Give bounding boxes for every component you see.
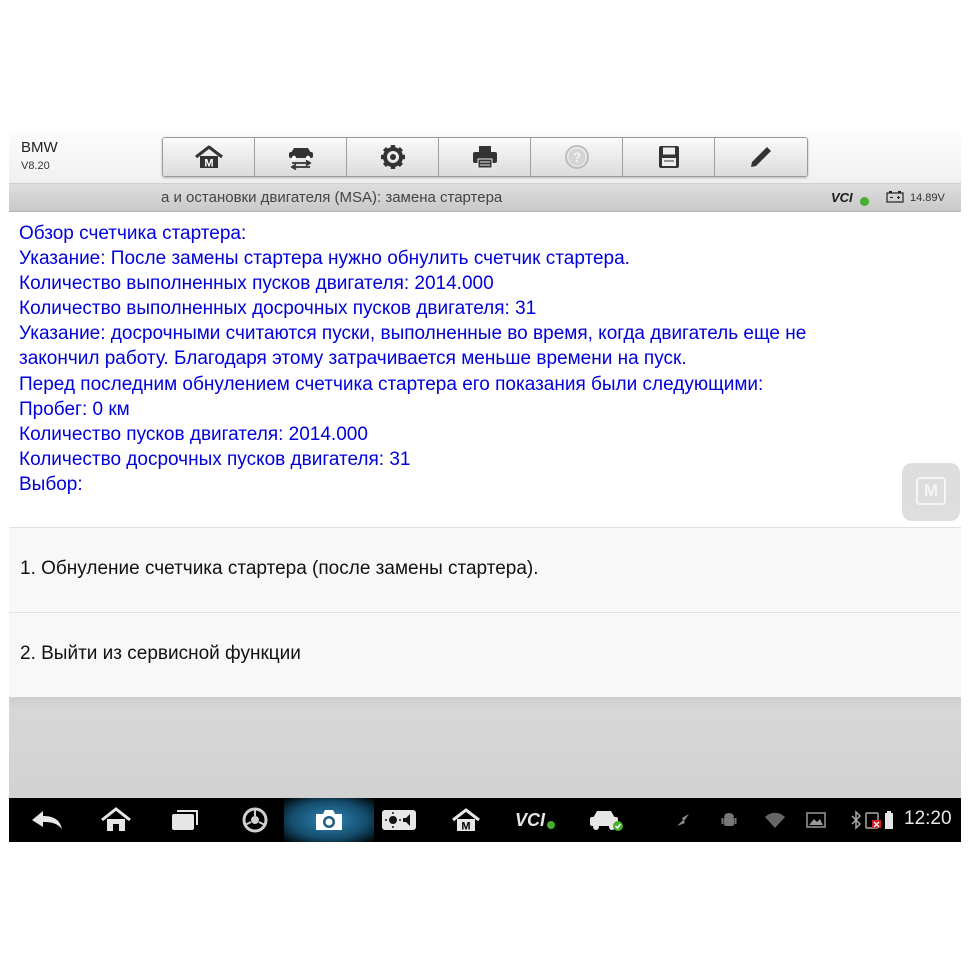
browser-button[interactable] <box>235 798 275 842</box>
android-icon <box>717 798 741 842</box>
vci-nav-label: VCI <box>514 809 545 830</box>
home-m-nav-button[interactable] <box>446 798 486 842</box>
option-label: 1. Обнуление счетчика стартера (после замены стартера). <box>20 558 539 579</box>
vci-nav-button[interactable] <box>509 798 561 842</box>
message-line: Обзор счетчика стартера: <box>19 223 247 244</box>
message-line: Количество выполненных досрочных пусков двигателя: 31 <box>19 298 537 320</box>
help-button[interactable] <box>531 138 623 176</box>
bluetooth-icon <box>849 810 863 830</box>
no-sim-icon <box>863 810 883 830</box>
system-navigation-bar <box>9 798 961 842</box>
floating-menu-label: M <box>916 477 946 505</box>
message-line: Указание: досрочными считаются пуски, выполненные во время, когда двигатель еще не <box>19 323 807 345</box>
svg-text:?: ? <box>572 149 581 165</box>
message-line: Указание: После замены стартера нужно обнулить счетчик стартера. <box>19 248 630 270</box>
vci-connected-icon <box>860 197 869 206</box>
recent-apps-icon <box>170 808 200 832</box>
edit-button[interactable] <box>715 138 807 176</box>
option-label: 2. Выйти из сервисной функции <box>20 643 301 664</box>
usb-debug-icon <box>671 798 695 842</box>
home-icon <box>100 807 132 833</box>
gear-icon <box>378 144 408 170</box>
system-clock: 12:20 <box>904 808 952 829</box>
back-icon <box>30 809 64 831</box>
message-line: Количество досрочных пусков двигателя: 31 <box>19 448 411 470</box>
top-bar <box>9 130 961 184</box>
floppy-icon <box>654 144 684 170</box>
brightness-volume-icon <box>381 808 417 832</box>
message-line: Пробег: 0 км <box>19 398 130 420</box>
message-line: закончил работу. Благодаря этому затрачивается меньше времени на пуск. <box>19 348 687 370</box>
status-icons <box>844 798 900 842</box>
message-line: Количество выполненных пусков двигателя: 2014.000 <box>19 273 494 295</box>
vci-ok-icon <box>547 821 555 829</box>
settings-button[interactable] <box>347 138 439 176</box>
battery-icon <box>886 191 904 203</box>
chrome-icon <box>241 806 269 834</box>
app-title: BMW <box>21 139 58 156</box>
svg-text:M: M <box>203 157 214 170</box>
pencil-icon <box>746 144 776 170</box>
question-icon <box>562 144 592 170</box>
print-button[interactable] <box>439 138 531 176</box>
home-m-icon <box>451 807 481 833</box>
gallery-icon <box>804 798 828 842</box>
empty-area <box>9 697 961 798</box>
option-exit-service[interactable] <box>9 612 961 697</box>
save-button[interactable] <box>623 138 715 176</box>
battery-voltage: 14.89V <box>910 192 945 204</box>
recent-apps-button[interactable] <box>165 798 205 842</box>
home-m-icon <box>194 144 224 170</box>
message-line: Перед последним обнулением счетчика стартера его показания были следующими: <box>19 373 764 395</box>
svg-text:M: M <box>461 820 471 833</box>
vci-status-label: VCI <box>831 190 853 205</box>
vehicle-status-button[interactable] <box>584 798 628 842</box>
option-reset-counter[interactable] <box>9 527 961 612</box>
floating-menu-button[interactable] <box>902 463 960 521</box>
home-nav-button[interactable] <box>96 798 136 842</box>
message-line: Количество пусков двигателя: 2014.000 <box>19 423 368 445</box>
wifi-icon <box>761 798 789 842</box>
vehicle-swap-button[interactable] <box>255 138 347 176</box>
camera-icon <box>313 807 345 833</box>
camera-button[interactable] <box>309 798 349 842</box>
car-swap-icon <box>286 144 316 170</box>
device-screen <box>9 130 961 842</box>
app-version: V8.20 <box>21 160 50 172</box>
printer-icon <box>470 144 500 170</box>
car-check-icon <box>587 807 625 833</box>
message-line: Выбор: <box>19 473 83 495</box>
breadcrumb: а и остановки двигателя (MSA): замена стартера <box>161 189 503 206</box>
battery-status-icon <box>883 810 895 830</box>
back-button[interactable] <box>27 798 67 842</box>
toolbar <box>162 137 808 177</box>
display-sound-button[interactable] <box>377 798 421 842</box>
path-bar <box>9 184 961 212</box>
message-text <box>19 221 949 497</box>
home-button[interactable] <box>163 138 255 176</box>
